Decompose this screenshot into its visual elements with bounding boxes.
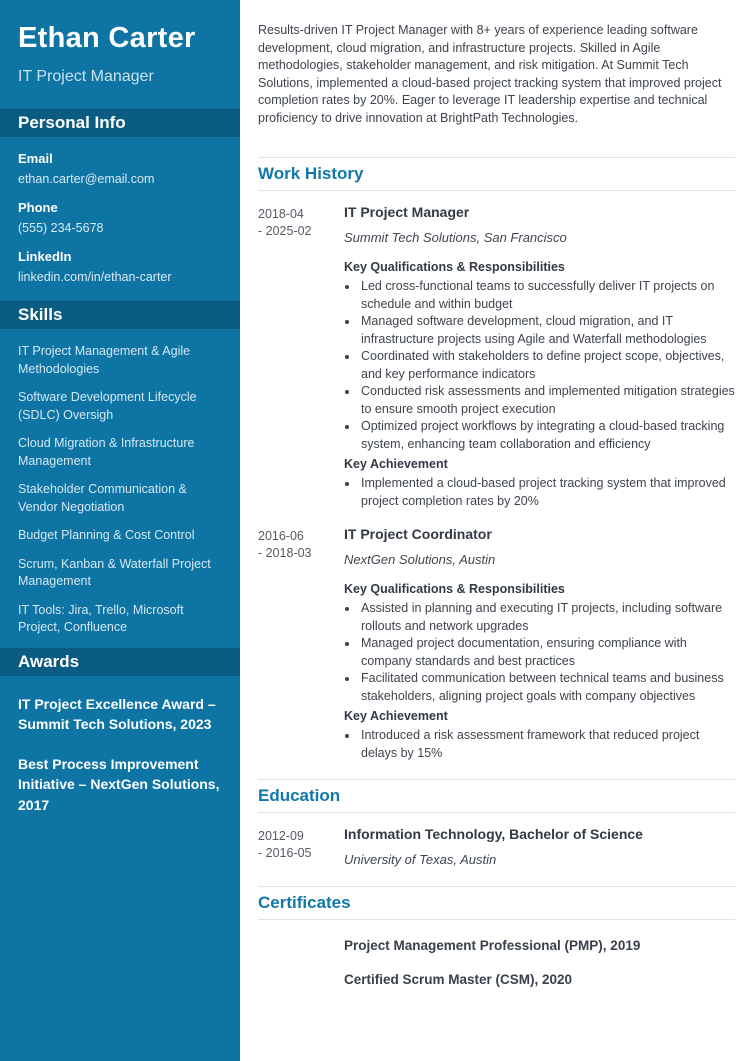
skill-item: Budget Planning & Cost Control <box>18 528 195 542</box>
bullet-item: • Assisted in planning and executing IT projects, including software rollouts and network upgrades <box>359 600 735 635</box>
school-name: University of Texas, Austin <box>344 852 497 867</box>
bullet-item: • Implemented a cloud-based project tracking system that improved project completion rates by 20% <box>359 475 735 510</box>
certificates-heading: Certificates <box>258 886 735 920</box>
achievement-label: Key Achievement <box>344 457 448 471</box>
entry-body <box>344 826 735 868</box>
date-start: 2018-04 <box>258 207 304 221</box>
contact-value-linkedin: linkedin.com/in/ethan-carter <box>18 270 172 284</box>
bullet-item: • Optimized project workflows by integrating a cloud-based tracking system, enhancing team collaboration and efficiency <box>359 418 735 453</box>
contact-value-phone: (555) 234-5678 <box>18 221 104 235</box>
job-company: Summit Tech Solutions, San Francisco <box>344 230 567 245</box>
sidebar-header <box>0 0 240 87</box>
skill-item: Software Development Lifecycle (SDLC) Oversigh <box>18 390 197 422</box>
bullet-item: • Coordinated with stakeholders to define project scope, objectives, and key performance indicators <box>359 348 735 383</box>
bullet-item: • Managed project documentation, ensuring compliance with company standards and best practices <box>359 635 735 670</box>
qualifications-list <box>344 278 735 453</box>
entry-date-range <box>258 826 344 868</box>
award-item: IT Project Excellence Award – Summit Tech Solutions, 2023 <box>18 695 216 732</box>
entry-body <box>344 204 735 510</box>
certificate-item: Certified Scrum Master (CSM), 2020 <box>344 972 573 987</box>
achievement-list <box>344 475 735 510</box>
skill-item: IT Tools: Jira, Trello, Microsoft Project, Confluence <box>18 602 184 634</box>
skill-item: IT Project Management & Agile Methodologies <box>18 344 191 376</box>
contact-value-email: ethan.carter@email.com <box>18 172 155 186</box>
qualifications-label: Key Qualifications & Responsibilities <box>344 260 565 274</box>
date-start: 2016-06 <box>258 529 304 543</box>
bullet-item: • Conducted risk assessments and implemented mitigation strategies to ensure smooth project execution <box>359 383 735 418</box>
section-work-history <box>258 157 735 762</box>
achievement-list <box>344 727 735 762</box>
main-content <box>240 0 750 1061</box>
qualifications-label: Key Qualifications & Responsibilities <box>344 582 565 596</box>
qualifications-list <box>344 600 735 705</box>
bullet-item: • Led cross-functional teams to successfully deliver IT projects on schedule and within budget <box>359 278 735 313</box>
work-history-heading: Work History <box>258 157 735 191</box>
contact-item-linkedin <box>18 249 222 285</box>
education-heading: Education <box>258 779 735 813</box>
section-band-skills: Skills <box>0 301 240 329</box>
contact-label: Phone <box>18 200 58 215</box>
entry-body <box>344 526 735 762</box>
date-start: 2012-09 <box>258 829 304 843</box>
achievement-label: Key Achievement <box>344 709 448 723</box>
award-item: Best Process Improvement Initiative – NextGen Solutions, 2017 <box>18 755 220 813</box>
skill-item: Stakeholder Communication & Vendor Negotiation <box>18 482 187 514</box>
job-company: NextGen Solutions, Austin <box>344 552 496 567</box>
entry-date-range <box>258 204 344 510</box>
section-band-awards: Awards <box>0 648 240 676</box>
contact-label: Email <box>18 151 53 166</box>
skills-list <box>0 329 240 637</box>
professional-summary: Results-driven IT Project Manager with 8+ years of experience leading software development, cloud migration, and infrastructure projects. Skilled in Agile methodologies, stakeholder management, and risk mitigation. At Summit Tech Solutions, implemented a cloud-based project tracking system that improved project completion rates by 20%. Eager to leverage IT leadership expertise and technical proficiency to drive innovation at BrightPath Technologies. <box>258 23 722 125</box>
job-title: IT Project Coordinator <box>344 526 492 542</box>
date-end: - 2025-02 <box>258 224 312 238</box>
work-entry <box>258 204 735 510</box>
contact-item-phone <box>18 200 222 236</box>
skill-item: Scrum, Kanban & Waterfall Project Management <box>18 556 211 588</box>
contact-item-email <box>18 151 222 187</box>
date-end: - 2018-03 <box>258 546 312 560</box>
section-education <box>258 779 735 868</box>
section-certificates <box>258 886 735 988</box>
work-entry <box>258 526 735 762</box>
bullet-item: • Introduced a risk assessment framework that reduced project delays by 15% <box>359 727 735 762</box>
bullet-item: • Managed software development, cloud migration, and IT infrastructure projects using Agile and Waterfall methodologies <box>359 313 735 348</box>
candidate-name: Ethan Carter <box>18 22 196 54</box>
certificate-item: Project Management Professional (PMP), 2019 <box>344 938 641 953</box>
date-end: - 2016-05 <box>258 846 312 860</box>
degree-title: Information Technology, Bachelor of Science <box>344 826 643 842</box>
skill-item: Cloud Migration & Infrastructure Management <box>18 436 195 468</box>
entry-date-range <box>258 526 344 762</box>
personal-info-list <box>0 137 240 285</box>
contact-label: LinkedIn <box>18 249 72 264</box>
education-entry <box>258 826 735 868</box>
awards-list <box>0 676 240 816</box>
candidate-job-title: IT Project Manager <box>18 68 154 85</box>
section-band-personal-info: Personal Info <box>0 109 240 137</box>
bullet-item: • Facilitated communication between technical teams and business stakeholders, aligning project goals with company objectives <box>359 670 735 705</box>
sidebar <box>0 0 240 1061</box>
job-title: IT Project Manager <box>344 204 470 220</box>
